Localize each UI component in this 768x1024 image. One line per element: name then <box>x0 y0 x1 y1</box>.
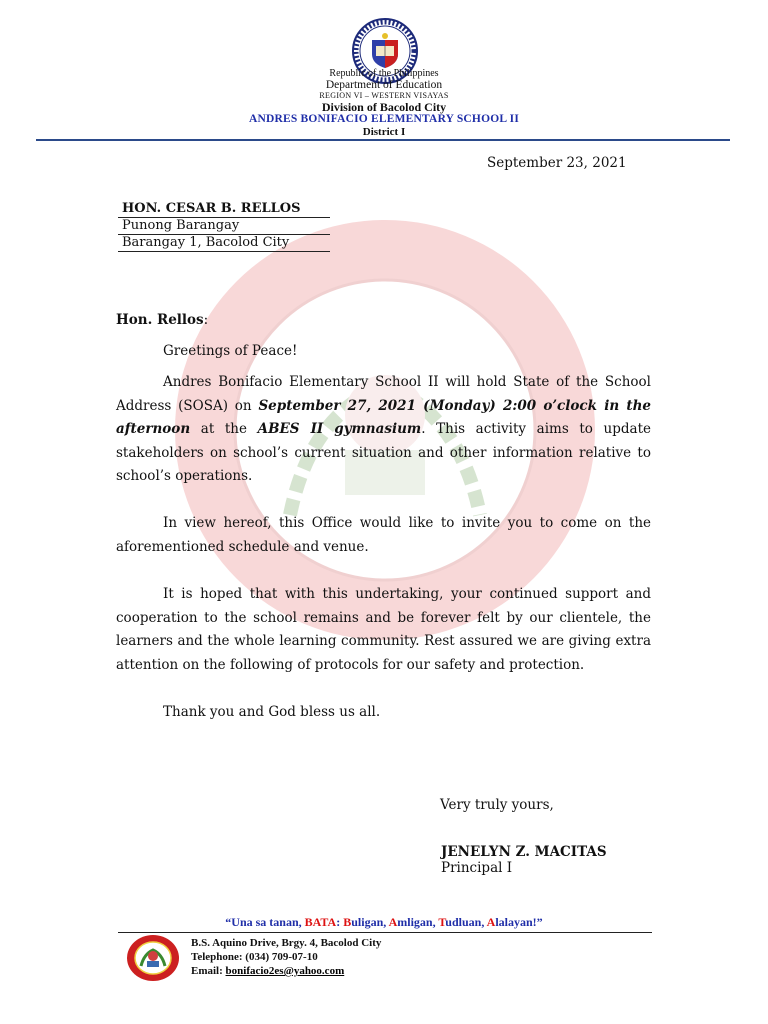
motto-uligan: uligan, <box>351 915 389 929</box>
body-paragraph-1 <box>116 371 651 489</box>
header-divider <box>36 139 730 141</box>
salutation-name: Hon. Rellos <box>116 312 204 328</box>
motto-mligan: mligan, <box>397 915 439 929</box>
motto-colon: : <box>336 915 344 929</box>
signatory-title: Principal I <box>441 860 513 876</box>
motto-t: T <box>438 915 446 929</box>
motto-udluan: udluan, <box>445 915 487 929</box>
salutation-colon: : <box>203 312 209 328</box>
motto-lalayan: lalayan!” <box>495 915 543 929</box>
body-paragraph-3: It is hoped that with this undertaking, your continued support and cooperation to the school remains and be forever felt by our clientele, the learners and the whole learning community. Rest assured we are giving extra attention on the following of protocols for our safety and protection. <box>116 586 651 673</box>
motto-a2: A <box>486 915 496 929</box>
body-paragraph-4: Thank you and God bless us all. <box>163 704 381 720</box>
addressee-name: HON. CESAR B. RELLOS <box>118 201 330 218</box>
footer-divider <box>118 932 652 933</box>
email-label: Email: <box>191 965 226 977</box>
motto-bata: BATA <box>304 915 337 929</box>
school-email-line <box>191 964 381 978</box>
school-telephone: Telephone: (034) 709-07-10 <box>191 951 318 963</box>
p1-text-c: . This activity aims to update stakeholders on school’s current situation and other information relative to school’s operations. <box>116 421 651 484</box>
district-line: District I <box>362 126 406 138</box>
school-logo-icon <box>126 934 180 982</box>
body-paragraph-2: In view hereof, this Office would like to invite you to come on the aforementioned schedule and venue. <box>116 515 651 555</box>
valediction: Very truly yours, <box>440 797 554 813</box>
school-address: B.S. Aquino Drive, Brgy. 4, Bacolod City <box>191 937 382 949</box>
event-venue: ABES II gymnasium <box>257 421 422 437</box>
motto-a: A <box>388 915 398 929</box>
school-name: ANDRES BONIFACIO ELEMENTARY SCHOOL II <box>248 113 520 125</box>
event-datetime: September 27, 2021 (Monday) 2:00 o’clock in the afternoon <box>116 397 652 437</box>
motto-b: B <box>343 915 352 929</box>
addressee-position: Punong Barangay <box>118 218 330 235</box>
p1-text-a: Andres Bonifacio Elementary School II will hold State of the School Address (SOSA) on <box>116 374 651 414</box>
greeting-paragraph: Greetings of Peace! <box>163 343 298 359</box>
school-contact-info <box>191 936 381 978</box>
p1-text-b: at the <box>190 421 258 437</box>
region-line: REGION VI – WESTERN VISAYAS <box>319 91 449 100</box>
letter-date: September 23, 2021 <box>487 155 627 171</box>
addressee-block <box>118 201 330 252</box>
republic-line: Republic of the Philippines <box>329 68 439 79</box>
email-link[interactable]: bonifacio2es@yahoo.com <box>225 965 345 977</box>
addressee-address: Barangay 1, Bacolod City <box>118 235 330 252</box>
division-line: Division of Bacolod City <box>321 100 447 114</box>
motto-open: “Una sa tanan, <box>225 915 305 929</box>
school-motto <box>0 915 768 930</box>
department-line: Department of Education <box>325 79 443 91</box>
salutation <box>116 312 208 328</box>
signatory-name: JENELYN Z. MACITAS <box>441 844 607 860</box>
